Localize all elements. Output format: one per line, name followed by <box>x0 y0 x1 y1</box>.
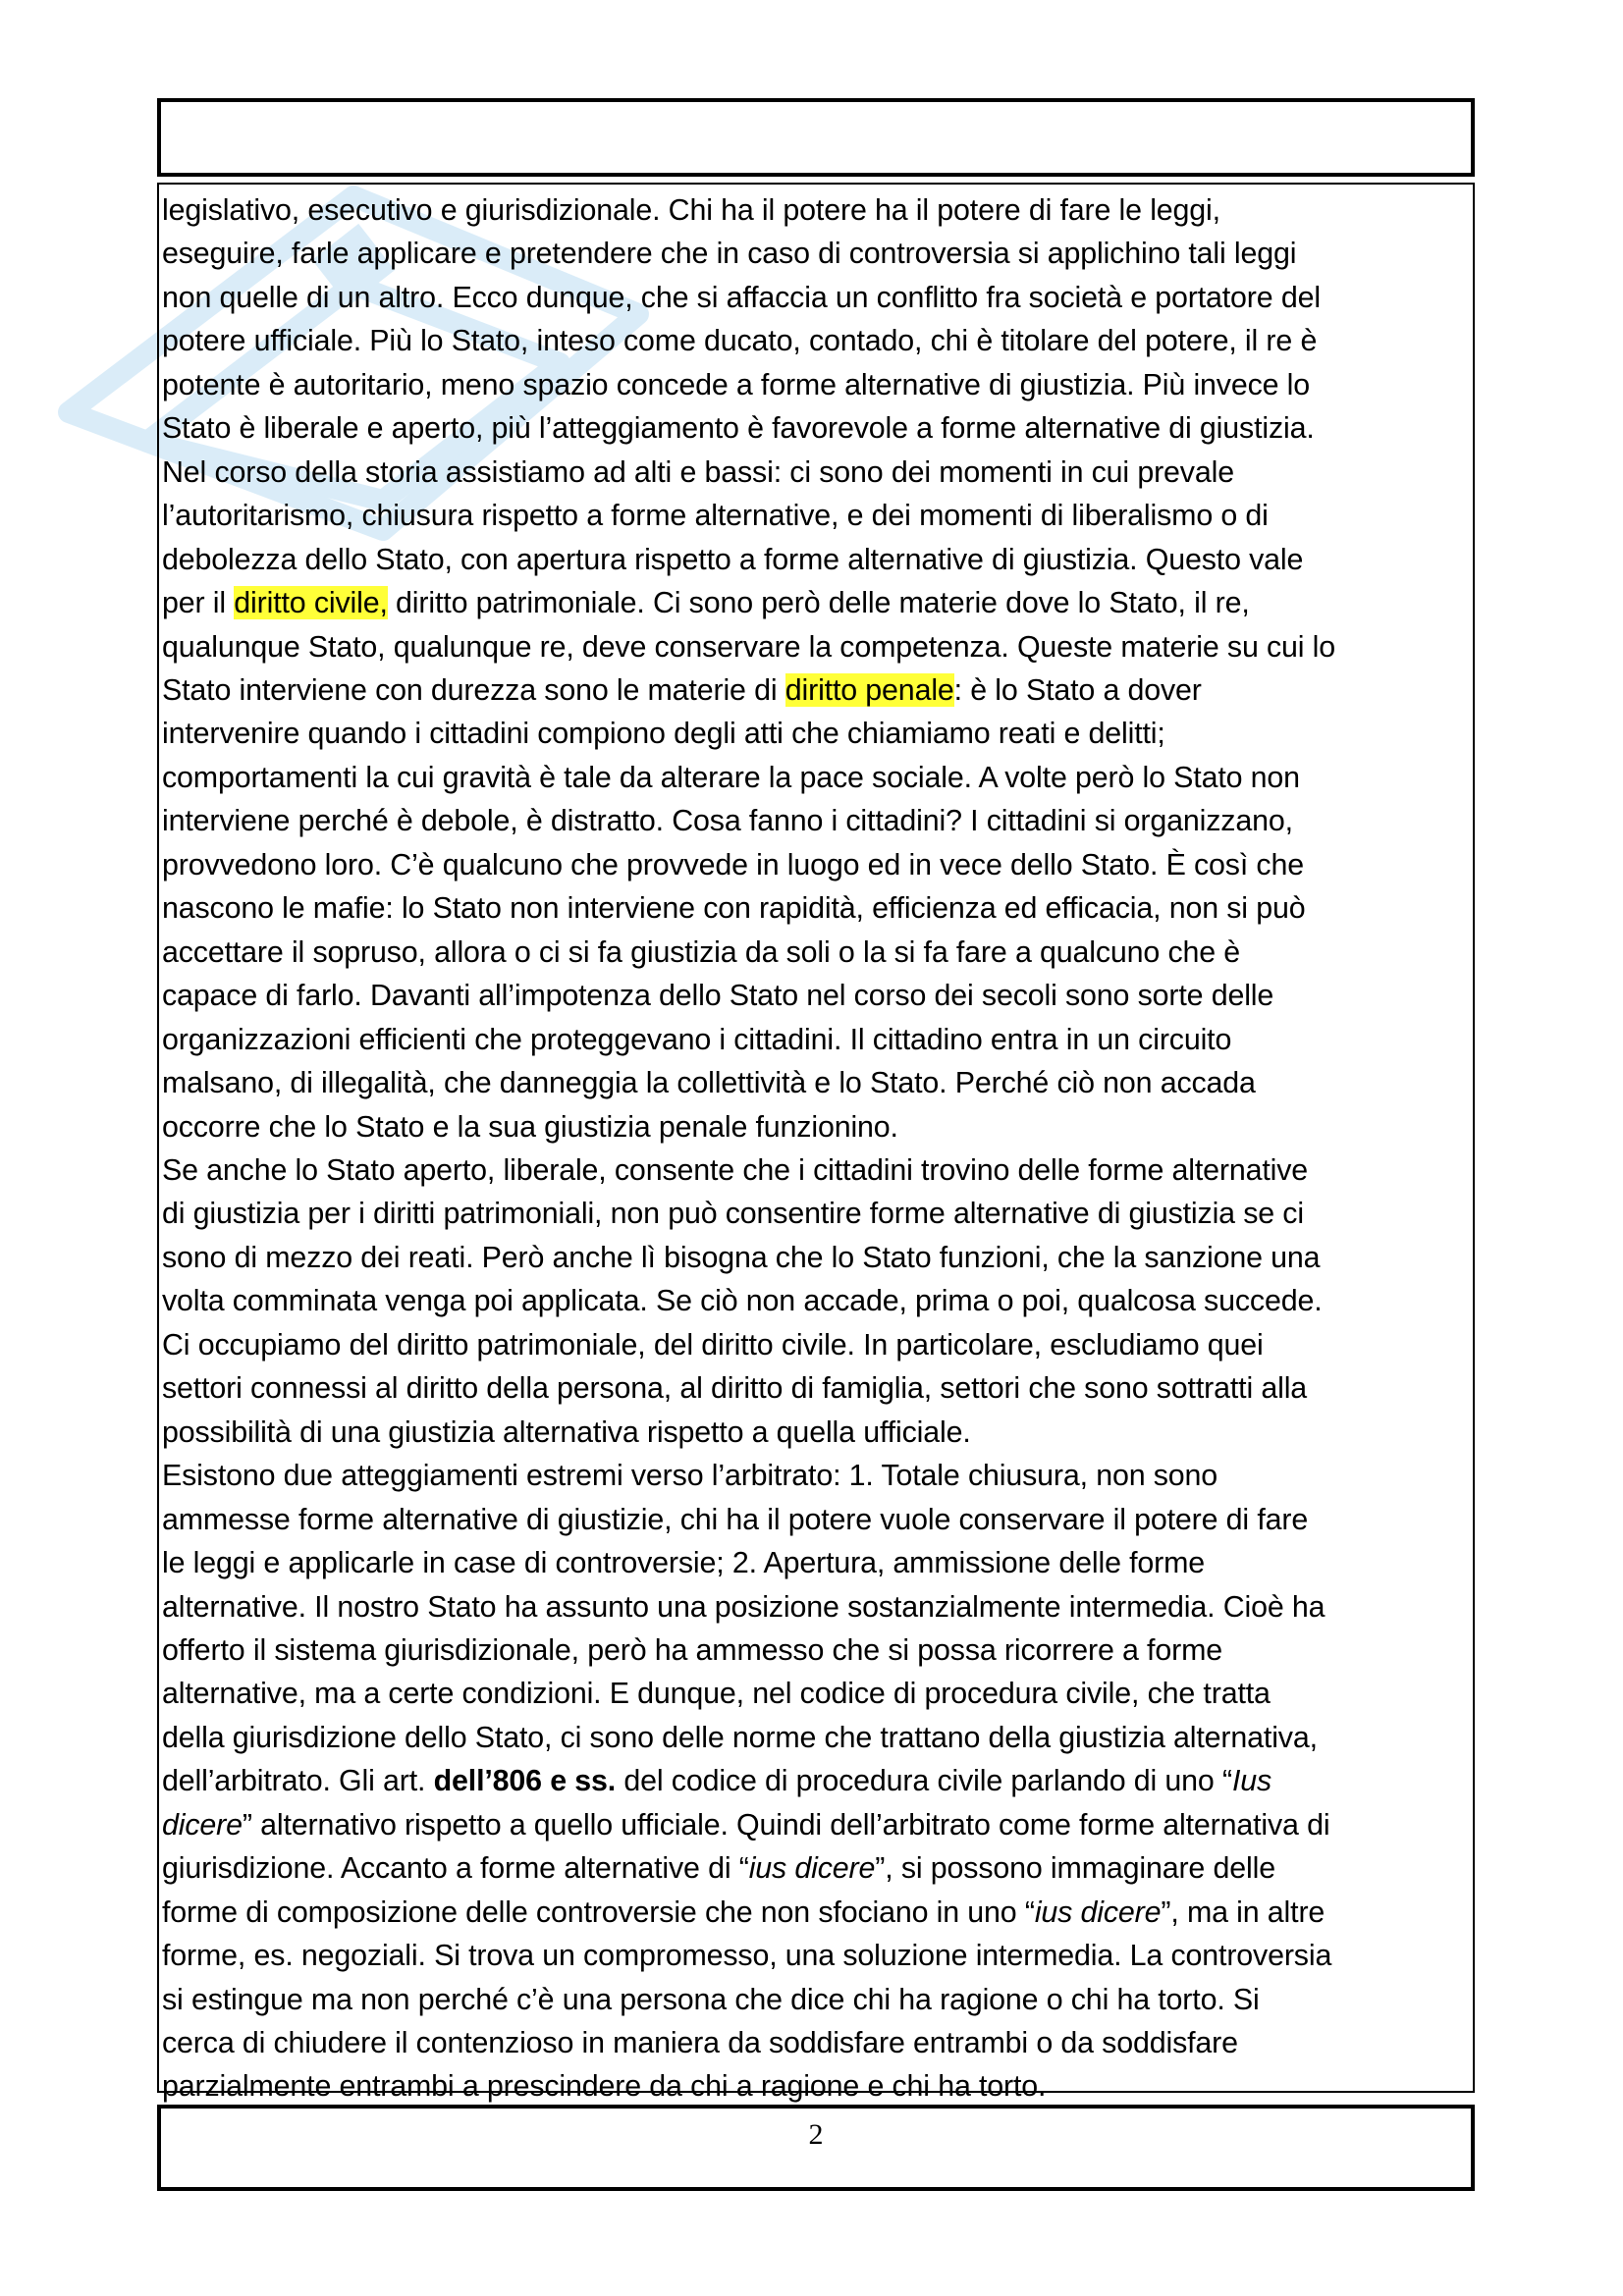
text-line <box>162 1891 1473 1934</box>
text-line: accettare il sopruso, allora o ci si fa giustizia da soli o la si fa fare a qualcuno che è <box>162 934 1241 969</box>
text-line <box>162 1846 1473 1890</box>
highlight-diritto-penale: diritto penale <box>784 672 954 707</box>
text-line: Stato è liberale e aperto, più l’atteggiamento è favorevole a forme alternative di giustizia. <box>162 411 1315 446</box>
text-line: parzialmente entrambi a prescindere da chi a ragione e chi ha torto. <box>162 2069 1047 2104</box>
text-line: sono di mezzo dei reati. Però anche lì bisogna che lo Stato funzioni, che la sanzione una <box>162 1240 1321 1274</box>
text-line: potere ufficiale. Più lo Stato, inteso come ducato, contado, chi è titolare del potere, il re è <box>162 324 1318 358</box>
highlight-diritto-civile: diritto civile, <box>234 586 388 620</box>
text-line: capace di farlo. Davanti all’impotenza dello Stato nel corso dei secoli sono sorte delle <box>162 979 1274 1013</box>
text-line: offerto il sistema giurisdizionale, però ha ammesso che si possa ricorrere a forme <box>162 1632 1222 1667</box>
text-line: Ci occupiamo del diritto patrimoniale, del diritto civile. In particolare, escludiamo quei <box>162 1327 1264 1362</box>
page-number: 2 <box>808 2118 824 2151</box>
text-segment: giurisdizione. Accanto a forme alternative di “ <box>162 1851 749 1886</box>
text-line: comportamenti la cui gravità è tale da alterare la pace sociale. A volte però lo Stato non <box>162 760 1300 794</box>
text-segment: per il <box>162 586 235 620</box>
text-segment: forme di composizione delle controversie che non sfociano in uno “ <box>162 1895 1035 1929</box>
text-line: della giurisdizione dello Stato, ci sono delle norme che trattano della giustizia alternativa, <box>162 1720 1318 1754</box>
text-line: le leggi e applicarle in case di controversie; 2. Apertura, ammissione delle forme <box>162 1546 1206 1580</box>
text-line: potente è autoritario, meno spazio concede a forme alternative di giustizia. Più invece lo <box>162 367 1311 401</box>
text-line <box>162 1759 1473 1802</box>
italic-term: Ius <box>1231 1764 1272 1798</box>
text-line: non quelle di un altro. Ecco dunque, che si affaccia un conflitto fra società e portatore del <box>162 280 1321 314</box>
text-line: ammesse forme alternative di giustizie, chi ha il potere vuole conservare il potere di fare <box>162 1502 1309 1536</box>
body-paragraphs <box>162 188 1473 2109</box>
page-footer-box <box>157 2105 1475 2191</box>
text-line: l’autoritarismo, chiusura rispetto a forme alternative, e dei momenti di liberalismo o di <box>162 499 1269 533</box>
text-line: organizzazioni efficienti che proteggevano i cittadini. Il cittadino entra in un circuito <box>162 1022 1232 1056</box>
text-line: provvedono loro. C’è qualcuno che provvede in luogo ed in vece dello Stato. È così che <box>162 847 1304 881</box>
text-line: settori connessi al diritto della persona, al diritto di famiglia, settori che sono sottratti alla <box>162 1371 1308 1406</box>
text-line: possibilità di una giustizia alternativa rispetto a quella ufficiale. <box>162 1415 971 1449</box>
bold-article-ref: dell’806 e ss. <box>433 1764 617 1798</box>
text-segment: ”, si possono immaginare delle <box>875 1851 1275 1886</box>
text-segment: ”, ma in altre <box>1161 1895 1325 1929</box>
text-line: eseguire, farle applicare e pretendere che in caso di controversia si applichino tali leggi <box>162 237 1297 271</box>
text-line: di giustizia per i diritti patrimoniali, non può consentire forme alternative di giustizia se ci <box>162 1197 1304 1231</box>
text-segment: del codice di procedura civile parlando di uno “ <box>616 1764 1232 1798</box>
page-header-box <box>157 98 1475 177</box>
text-line: alternative, ma a certe condizioni. E dunque, nel codice di procedura civile, che tratta <box>162 1677 1271 1711</box>
italic-term: ius dicere <box>748 1851 876 1886</box>
text-line: alternative. Il nostro Stato ha assunto una posizione sostanzialmente intermedia. Cioè ha <box>162 1589 1325 1624</box>
page-body-box <box>157 183 1475 2104</box>
italic-term: ius dicere <box>1034 1895 1162 1929</box>
text-segment: ” alternativo rispetto a quello ufficiale. Quindi dell’arbitrato come forme alternativa di <box>242 1807 1330 1842</box>
text-line: intervenire quando i cittadini compiono degli atti che chiamiamo reati e delitti; <box>162 717 1165 751</box>
text-line: volta comminata venga poi applicata. Se ciò non accade, prima o poi, qualcosa succede. <box>162 1284 1323 1318</box>
text-line: legislativo, esecutivo e giurisdizionale. Chi ha il potere ha il potere di fare le leggi, <box>162 193 1220 227</box>
text-line: Se anche lo Stato aperto, liberale, consente che i cittadini trovino delle forme alternative <box>162 1152 1309 1187</box>
text-line: Nel corso della storia assistiamo ad alti e bassi: ci sono dei momenti in cui prevale <box>162 454 1234 489</box>
italic-term: dicere <box>162 1807 243 1842</box>
text-line: malsano, di illegalità, che danneggia la collettività e lo Stato. Perché ciò non accada <box>162 1066 1256 1100</box>
text-line <box>162 668 1473 712</box>
text-line: cerca di chiudere il contenzioso in maniera da soddisfare entrambi o da soddisfare <box>162 2026 1238 2060</box>
text-segment: dell’arbitrato. Gli art. <box>162 1764 434 1798</box>
text-line: Esistono due atteggiamenti estremi verso l’arbitrato: 1. Totale chiusura, non sono <box>162 1459 1218 1493</box>
text-line: si estingue ma non perché c’è una persona che dice chi ha ragione o chi ha torto. Si <box>162 1982 1260 2016</box>
text-line: debolezza dello Stato, con apertura rispetto a forme alternative di giustizia. Questo vale <box>162 542 1304 576</box>
text-line: nascono le mafie: lo Stato non interviene con rapidità, efficienza ed efficacia, non si può <box>162 891 1306 926</box>
text-segment: : è lo Stato a dover <box>953 672 1202 707</box>
text-line <box>162 1803 1473 1846</box>
text-line: forme, es. negoziali. Si trova un compromesso, una soluzione intermedia. La controversia <box>162 1939 1332 1973</box>
text-segment: diritto patrimoniale. Ci sono però delle materie dove lo Stato, il re, <box>387 586 1250 620</box>
text-line: occorre che lo Stato e la sua giustizia penale funzionino. <box>162 1109 898 1144</box>
text-line: qualunque Stato, qualunque re, deve conservare la competenza. Queste materie su cui lo <box>162 629 1336 664</box>
text-segment: Stato interviene con durezza sono le materie di <box>162 672 785 707</box>
text-line <box>162 581 1473 624</box>
text-line: interviene perché è debole, è distratto. Cosa fanno i cittadini? I cittadini si organizzano, <box>162 804 1293 838</box>
